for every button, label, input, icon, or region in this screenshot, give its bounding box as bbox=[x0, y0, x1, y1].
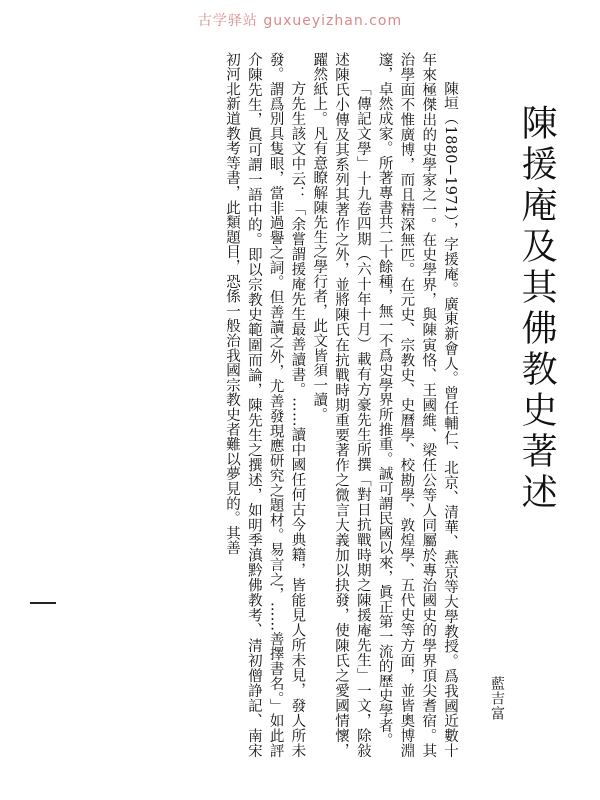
author-name: 藍吉富 bbox=[489, 676, 505, 721]
paragraph: 方先生該文中云：「余嘗謂援庵先生最善讀書。……讀中國任何古今典籍，皆能見人所未見，發人所未發。謂爲別具隻眼，當非過譽之詞。但善讀之外，尤善發現應研究之題材。易言之，……善擇書名。」如此評介陳先生，眞可謂一語中的。即以宗教史範圍而論，陳先生之撰述，如明季滇黔佛教考、清初僧諍記、南宋初河北新道教考等書，此類題目，恐係一般治我國宗教史者難以夢見的。其善 bbox=[224, 52, 306, 758]
article-title: 陳援庵及其佛教史著述 bbox=[516, 104, 558, 514]
article-body bbox=[220, 52, 460, 758]
paragraph: 「傳記文學」十九卷四期（六十年十月）載有方豪先生所撰「對日抗戰時期之陳援庵先生」一文，除敍述陳氏小傳及其系列其著作之外，並將陳氏在抗戰時期重要著作之微言大義加以抉發，使陳氏之愛國情懷，躍然紙上。凡有意瞭解陳先生之學行者，此文皆須一讀。 bbox=[311, 52, 371, 758]
page-mark-dash bbox=[30, 602, 56, 604]
paragraph: 陳垣（1880−1971），字援庵。廣東新會人。曾任輔仁、北京、清華、燕京等大學教授。爲我國近數十年來極傑出的史學家之一。在史學界，與陳寅恪、王國維、梁任公等人同屬於專治國史的學界頂尖耆宿。其治學面不惟廣博，而且精深無匹。在元史、宗教史、史曆學、校勘學、敦煌學、五代史等方面，並皆奧博淵邃，卓然成家。所著專書共二十餘種，無一不爲史學界所推重。誠可謂民國以來，眞正第一流的歷史學者。 bbox=[376, 52, 458, 758]
watermark-text: 古学驿站 guxueyizhan.com bbox=[197, 13, 403, 29]
